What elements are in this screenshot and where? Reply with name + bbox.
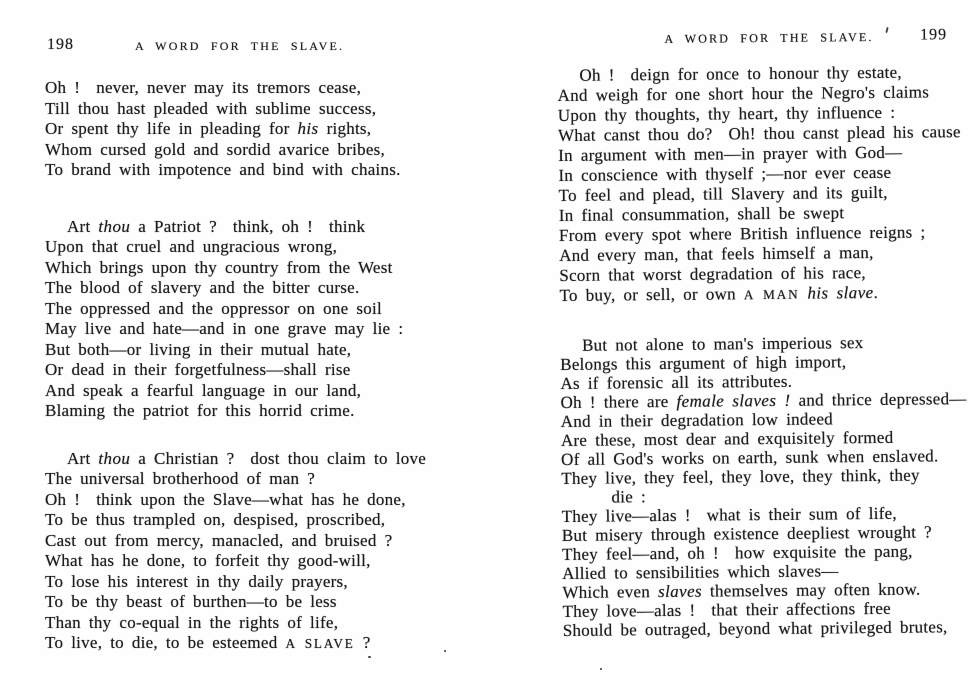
poem-line: In argument with men—in prayer with God—	[558, 142, 903, 165]
poem-line: Belongs this argument of high import,	[560, 352, 847, 374]
poem-line: To be thus trampled on, despised, proscribed,	[45, 510, 386, 529]
poem-line: The oppressed and the oppressor on one soil	[45, 298, 382, 318]
poem-line: Oh ! there are female slaves ! and thrice depressed—	[560, 389, 967, 412]
poem-line: The universal brotherhood of man ?	[45, 469, 316, 488]
poem-line: But misery through existence deepliest wrought ?	[561, 522, 933, 545]
poem-line: And every man, that feels himself a man,	[559, 242, 874, 265]
poem-line: Which brings upon thy country from the West	[45, 257, 393, 277]
poem-line: Of all God's works on earth, sunk when enslaved.	[561, 446, 939, 469]
poem-line: But both—or living in their mutual hate,	[45, 339, 352, 359]
poem-line: Cast out from mercy, manacled, and bruised ?	[45, 530, 393, 550]
poem-line: They live—alas ! what is their sum of life,	[561, 503, 897, 526]
poem-line: Are these, most dear and exquisitely formed	[560, 427, 894, 450]
poem-line: They feel—and, oh ! how exquisite the pang,	[561, 541, 913, 564]
poem-line: Or spent thy life in pleading for his rights,	[45, 119, 372, 138]
poem-line: May live and hate—and in one grave may lie :	[45, 319, 404, 338]
poem-line: They love—alas ! that their affections free	[562, 598, 891, 621]
poem-line: Oh ! deign for once to honour thy estate,	[579, 62, 902, 85]
poem-line: Should be outraged, beyond what privileged brutes,	[562, 617, 948, 640]
poem-line: And speak a fearful language in our land,	[45, 380, 362, 400]
page-number: 198	[47, 36, 74, 53]
page-header-right	[557, 26, 980, 50]
stanza	[557, 62, 980, 307]
poem-line: Upon that cruel and ungracious wrong,	[45, 237, 338, 256]
poem-line: Oh ! think upon the Slave—what has he done,	[45, 489, 406, 509]
poem-line: Which even slaves themselves may often know.	[562, 579, 921, 602]
poem-line: Art thou a Patriot ? think, oh ! think	[67, 216, 366, 236]
poem-line: To brand with impotence and bind with chains.	[45, 160, 401, 179]
page-left	[45, 36, 469, 655]
poem-line: What canst thou do? Oh! thou canst plead his cause	[557, 122, 961, 145]
poem-line: Or dead in their forgetfulness—shall rise	[45, 360, 351, 379]
poem-line: die :	[611, 487, 647, 507]
stanza	[45, 449, 469, 655]
poem-text-right	[557, 62, 980, 640]
poem-line: In final consummation, shall be swept	[558, 203, 845, 225]
poem-line: To live, to die, to be esteemed A SLAVE ?	[45, 633, 371, 652]
poem-line: Oh ! never, never may its tremors cease,	[45, 78, 362, 97]
stanza	[45, 217, 469, 422]
scan-speck	[444, 650, 446, 652]
poem-line: As if forensic all its attributes.	[560, 371, 793, 393]
poem-line: They live, they feel, they love, they think, they	[561, 465, 920, 488]
poem-line: Allied to sensibilities which slaves—	[562, 561, 839, 583]
poem-line: Whom cursed gold and sordid avarice bribes,	[45, 139, 386, 159]
running-title: A WORD FOR THE SLAVE.	[135, 39, 345, 53]
scan-speck	[368, 656, 371, 658]
poem-line: From every spot where British influence reigns ;	[558, 222, 926, 245]
poem-line: Than thy co-equal in the rights of life,	[45, 612, 339, 632]
poem-line: And in their degradation low indeed	[560, 409, 834, 431]
page-header-left	[45, 36, 469, 56]
poem-line: To feel and plead, till Slavery and its guilt,	[558, 182, 888, 205]
page-number: 199	[919, 26, 948, 44]
poem-line: The blood of slavery and the bitter curse.	[45, 278, 360, 297]
poem-line: Scorn that worst degradation of his race,	[559, 263, 866, 285]
stanza	[45, 78, 469, 181]
poem-line: And weigh for one short hour the Negro's claims	[557, 82, 930, 105]
poem-line: To be thy beast of burthen—to be less	[45, 592, 337, 611]
poem-line: In conscience with thyself ;—nor ever cease	[558, 162, 892, 185]
poem-line: Till thou hast pleaded with sublime success,	[45, 98, 377, 118]
poem-line: But not alone to man's imperious sex	[581, 333, 864, 355]
poem-line: What has he done, to forfeit thy good-will,	[45, 551, 371, 570]
stanza	[560, 332, 980, 640]
page-right	[557, 26, 980, 640]
poem-line: Upon thy thoughts, thy heart, thy influence :	[557, 102, 896, 125]
poem-line: To lose his interest in thy daily prayers,	[45, 571, 348, 591]
poem-line: Blaming the patriot for this horrid crime.	[45, 401, 355, 420]
poem-line: Art thou a Christian ? dost thou claim to love	[67, 448, 426, 468]
scan-speck	[600, 668, 602, 670]
running-title: A WORD FOR THE SLAVE.	[664, 29, 874, 46]
poem-line: To buy, or sell, or own A MAN his slave.	[559, 282, 879, 305]
poem-text-left	[45, 78, 469, 655]
